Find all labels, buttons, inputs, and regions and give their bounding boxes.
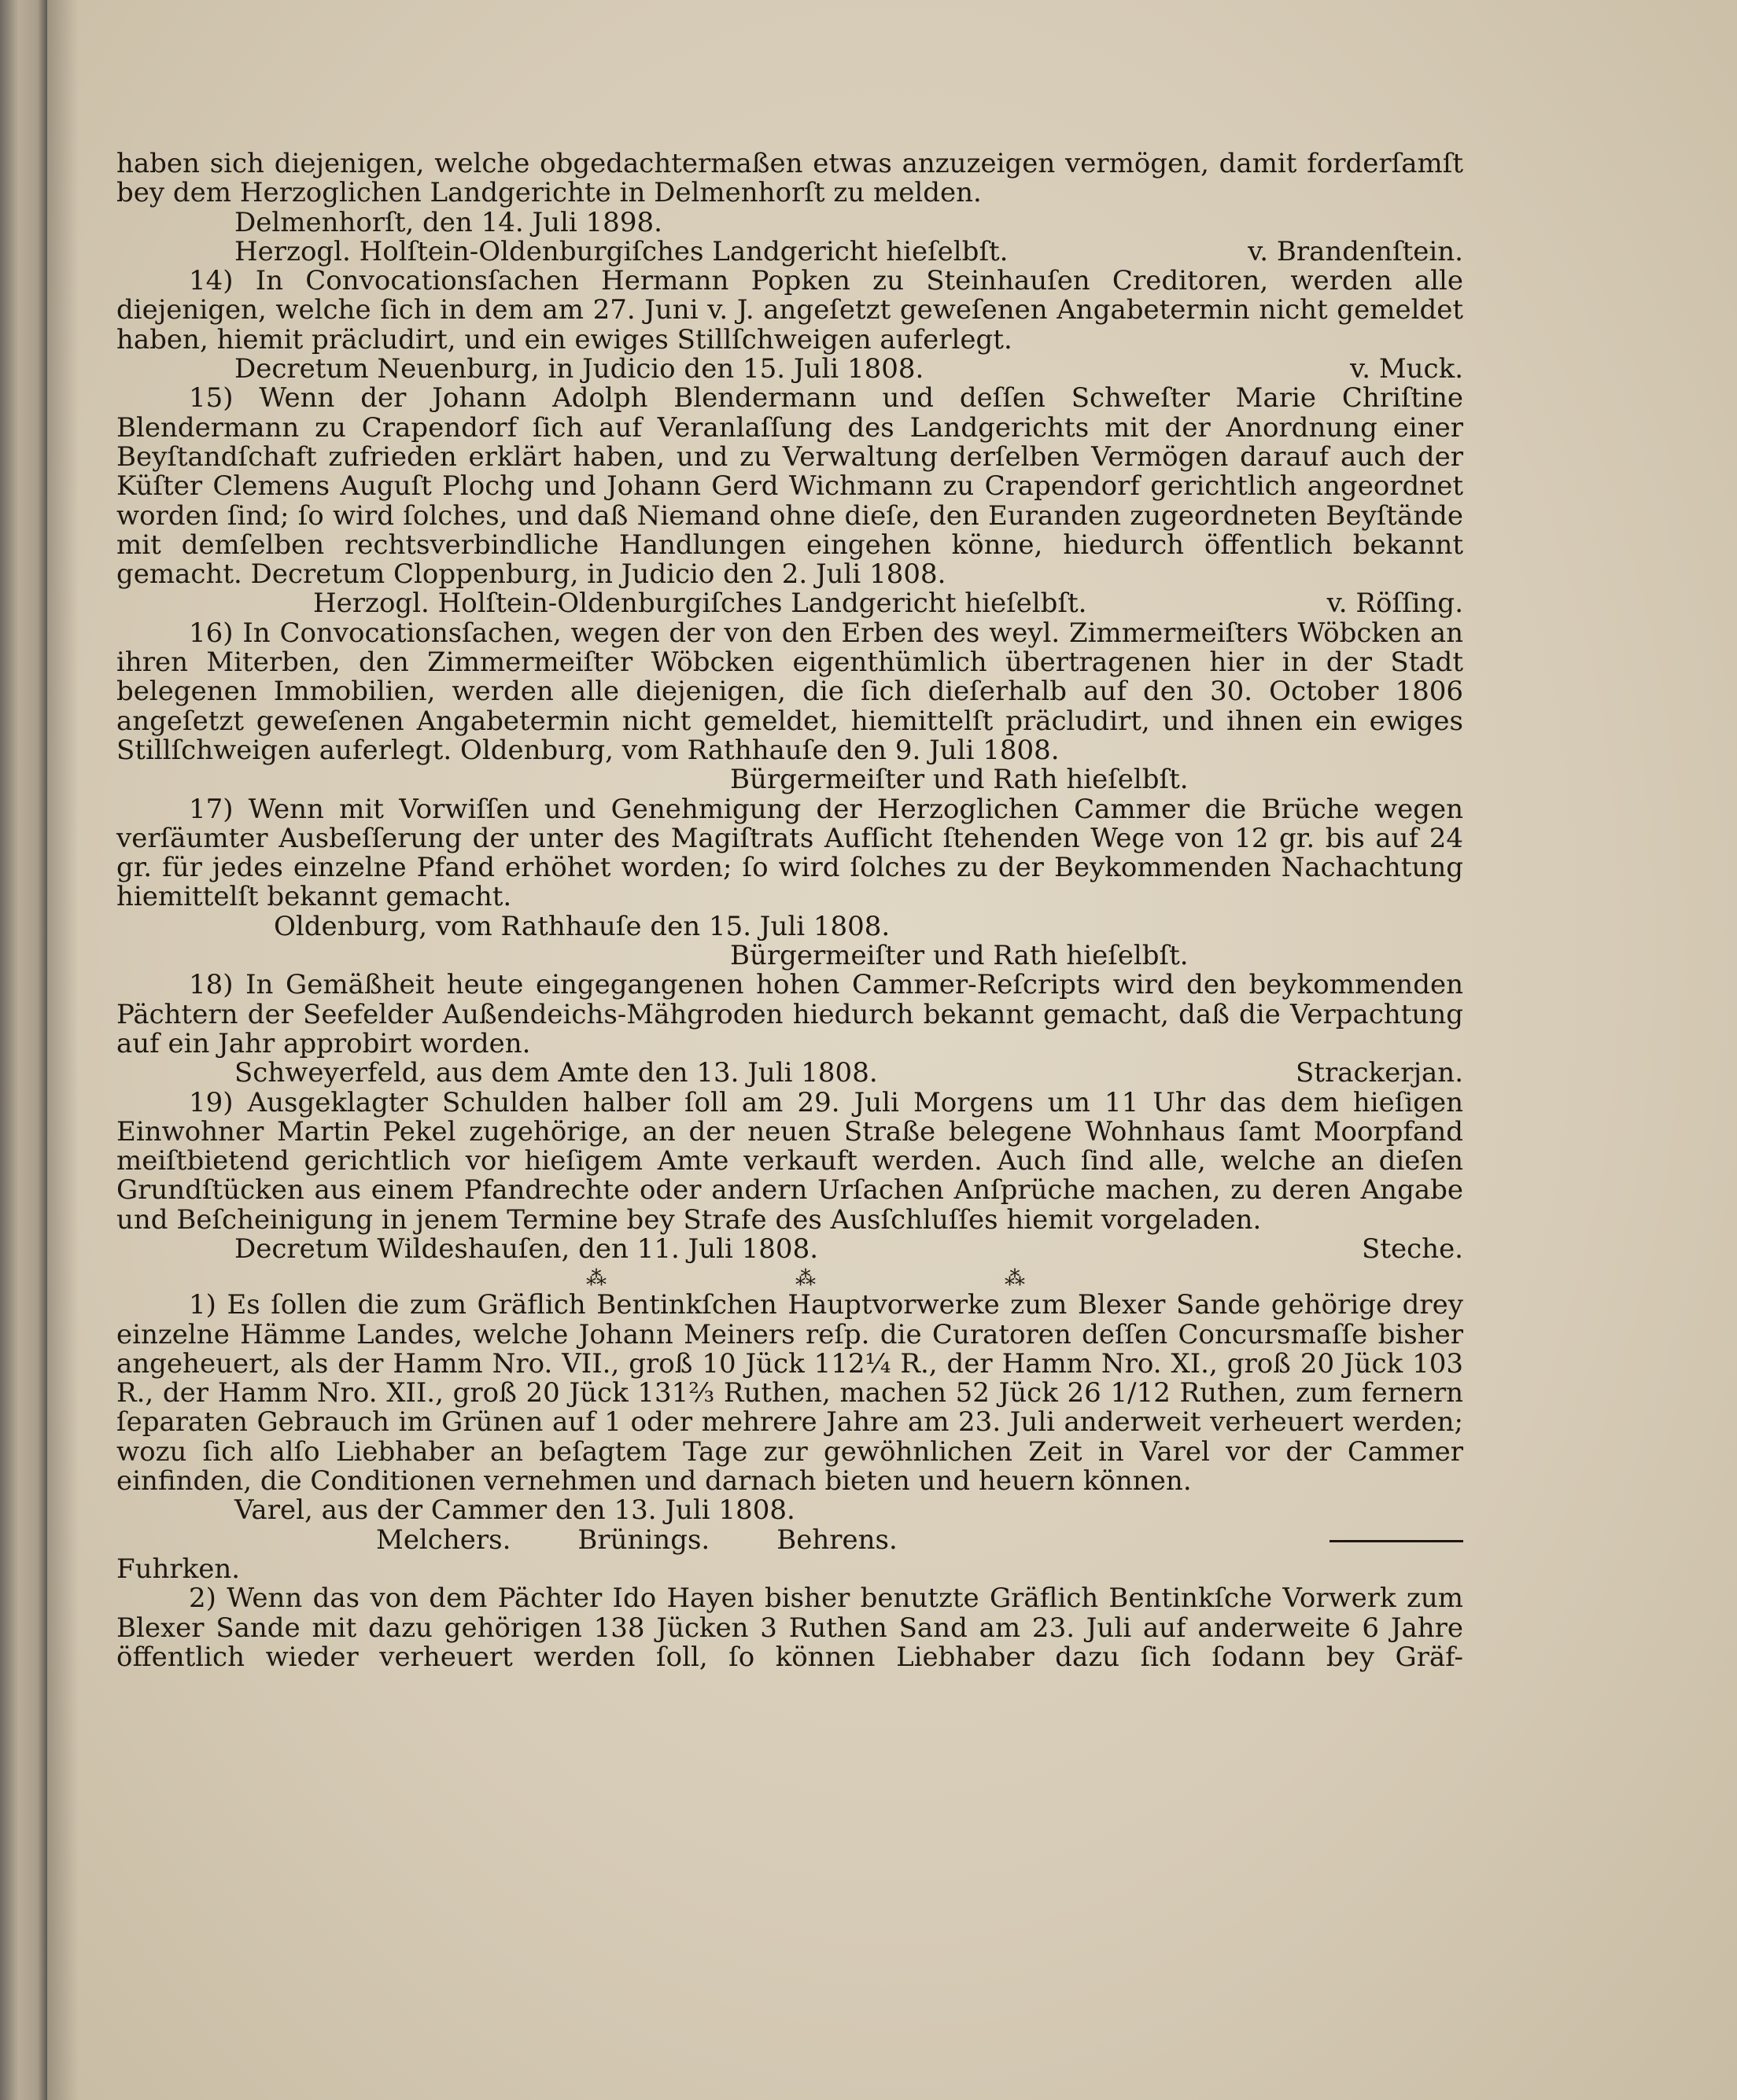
signature-line [116, 589, 1463, 618]
signatory: Steche. [1362, 1232, 1463, 1265]
rule-line [1329, 1540, 1463, 1542]
signatory: v. Muck. [1350, 353, 1463, 385]
issuer: Schweyerfeld, aus dem Amte den 13. Juli 1808. [234, 1057, 878, 1089]
signatory: Strackerjan. [1295, 1057, 1463, 1089]
asterism-icon: ⁂ [1005, 1267, 1025, 1291]
issuer: Herzogl. Holſtein-Oldenburgiſches Landgericht hieſelbſt. [234, 235, 1009, 267]
issuer: Decretum Wildeshauſen, den 11. Juli 1808. [234, 1232, 819, 1265]
text-line: Oldenburg, vom Rathhauſe den 15. Juli 1808. [274, 910, 891, 942]
paragraph: 16) In Convocationsſachen, wegen der von den Erben des weyl. Zimmermeiſters Wöbcken an ihren Miterben, den Zimmermeiſter Wöbcken eigenthümlich übertragenen hier in der Stadt belegenen Immobilien, werden alle diejenigen, die ſich dieſerhalb auf den 30. October 1806 angeſetzt geweſenen Angabetermin nicht gemeldet, hiemittelſt präcludirt, und ihnen ein ewiges Stillſchweigen auferlegt. Oldenburg, vom Rathhauſe den 9. Juli 1808. [116, 617, 1463, 766]
signatory-names [116, 1523, 964, 1556]
signature-line [116, 1232, 1463, 1265]
signatory: Brünings. [577, 1523, 710, 1556]
paragraph: 1) Es ſollen die zum Gräflich Bentinkſchen Hauptvorwerke zum Blexer Sande gehörige drey einzelne Hämme Landes, welche Johann Meiners reſp. die Curatoren deſſen Concursmaſſe bisher angeheuert, als der Hamm Nro. VII., groß 10 Jück 112¼ R., der Hamm Nro. XI., groß 20 Jück 103 R., der Hamm Nro. XII., groß 20 Jück 131⅔ Ruthen, machen 52 Jück 26 1/12 Ruthen, zum fernern ſeparaten Gebrauch im Grünen auf 1 oder mehrere Jahre am 23. Juli anderweit verheuert werden; wozu ſich alſo Liebhaber an beſagtem Tage zur gewöhnlichen Zeit in Varel vor der Cammer einfinden, die Conditionen vernehmen und darnach bieten und heuern können. [116, 1289, 1463, 1498]
paragraph: 2) Wenn das von dem Pächter Ido Hayen bisher benutzte Gräflich Bentinkſche Vorwerk zum Blexer Sande mit dazu gehörigen 138 Jücken 3 Ruthen Sand am 23. Juli auf anderweite 6 Jahre öffentlich wieder verheuert werden ſoll, ſo können Liebhaber dazu ſich ſodann bey Gräf- [116, 1582, 1463, 1673]
signature-line [116, 235, 1463, 267]
signatory: Behrens. [776, 1523, 898, 1556]
paragraph: haben sich diejenigen, welche obgedachtermaßen etwas anzuzeigen vermögen, damit forderſamſt bey dem Herzoglichen Landgerichte in Delmenhorſt zu melden. [116, 148, 1463, 209]
text-line: Delmenhorſt, den 14. Juli 1898. [234, 206, 662, 238]
paragraph: 18) In Gemäßheit heute eingegangenen hohen Cammer-Reſcripts wird den beykommenden Pächtern der Seefelder Außendeichs-Mähgroden hiedurch bekannt gemacht, daß die Verpachtung auf ein Jahr approbirt worden. [116, 969, 1463, 1059]
issuer: Decretum Neuenburg, in Judicio den 15. Juli 1808. [234, 353, 924, 385]
asterism-icon: ⁂ [586, 1267, 607, 1291]
text-line: Bürgermeiſter und Rath hieſelbſt. [730, 764, 1189, 796]
signatory: v. Röſſing. [1326, 588, 1463, 620]
section-divider [116, 1267, 1463, 1291]
signature-row [116, 1523, 1463, 1556]
signatory: v. Brandenſtein. [1248, 235, 1463, 267]
paragraph: 14) In Convocationsſachen Hermann Popken zu Steinhauſen Creditoren, werden alle diejenigen, welche ſich in dem am 27. Juni v. J. angeſetzt geweſenen Angabetermin nicht gemeldet haben, hiemit präcludirt, und ein ewiges Stillſchweigen auferlegt. [116, 265, 1463, 356]
signature-line [116, 1059, 1463, 1088]
document-text [116, 149, 1463, 1672]
signature-name: Fuhrken. [116, 1553, 241, 1585]
paragraph: 15) Wenn der Johann Adolph Blendermann und deſſen Schweſter Marie Chriſtine Blendermann zu Crapendorf ſich auf Veranlaſſung des Landgerichts mit der Anordnung einer Beyſtandſchaft zufrieden erklärt haben, und zu Verwaltung derſelben Vermögen darauf auch der Küſter Clemens Auguſt Plochg und Johann Gerd Wichmann zu Crapendorf gerichtlich angeordnet worden ſind; ſo wird ſolches, und daß Niemand ohne dieſe, den Euranden zugeordneten Beyſtände mit demſelben rechtsverbindliche Handlungen eingehen könne, hiedurch öffentlich bekannt gemacht. Decretum Cloppenburg, in Judicio den 2. Juli 1808. [116, 382, 1463, 591]
paragraph: 17) Wenn mit Vorwiſſen und Genehmigung der Herzoglichen Cammer die Brüche wegen verſäumter Ausbeſſerung der unter des Magiſtrats Aufſicht ſtehenden Wege von 12 gr. bis auf 24 gr. für jedes einzelne Pfand erhöhet worden; ſo wird ſolches zu der Beykommenden Nachachtung hiemittelſt bekannt gemacht. [116, 793, 1463, 913]
signature-rule [1329, 1526, 1463, 1555]
page-gutter-shadow [47, 0, 79, 2100]
asterism-icon: ⁂ [795, 1267, 816, 1291]
text-line: Bürgermeiſter und Rath hieſelbſt. [730, 940, 1189, 972]
signature-line [116, 355, 1463, 384]
left-page-edge [0, 0, 47, 2100]
issuer: Herzogl. Holſtein-Oldenburgiſches Landgericht hieſelbſt. [313, 588, 1087, 620]
signatory: Melchers. [376, 1523, 511, 1556]
paragraph: 19) Ausgeklagter Schulden halber ſoll am 29. Juli Morgens um 11 Uhr das dem hieſigen Einwohner Martin Pekel zugehörige, an der neuen Straße belegene Wohnhaus ſamt Moorpfand meiſtbietend gerichtlich vor hieſigem Amte verkauft werden. Auch ſind alle, welche an dieſen Grundſtücken aus einem Pfandrechte oder andern Urſachen Anſprüche machen, zu deren Angabe und Beſcheinigung in jenem Termine bey Strafe des Ausſchluſſes hiemit vorgeladen. [116, 1086, 1463, 1236]
text-line: Varel, aus der Cammer den 13. Juli 1808. [234, 1494, 795, 1527]
